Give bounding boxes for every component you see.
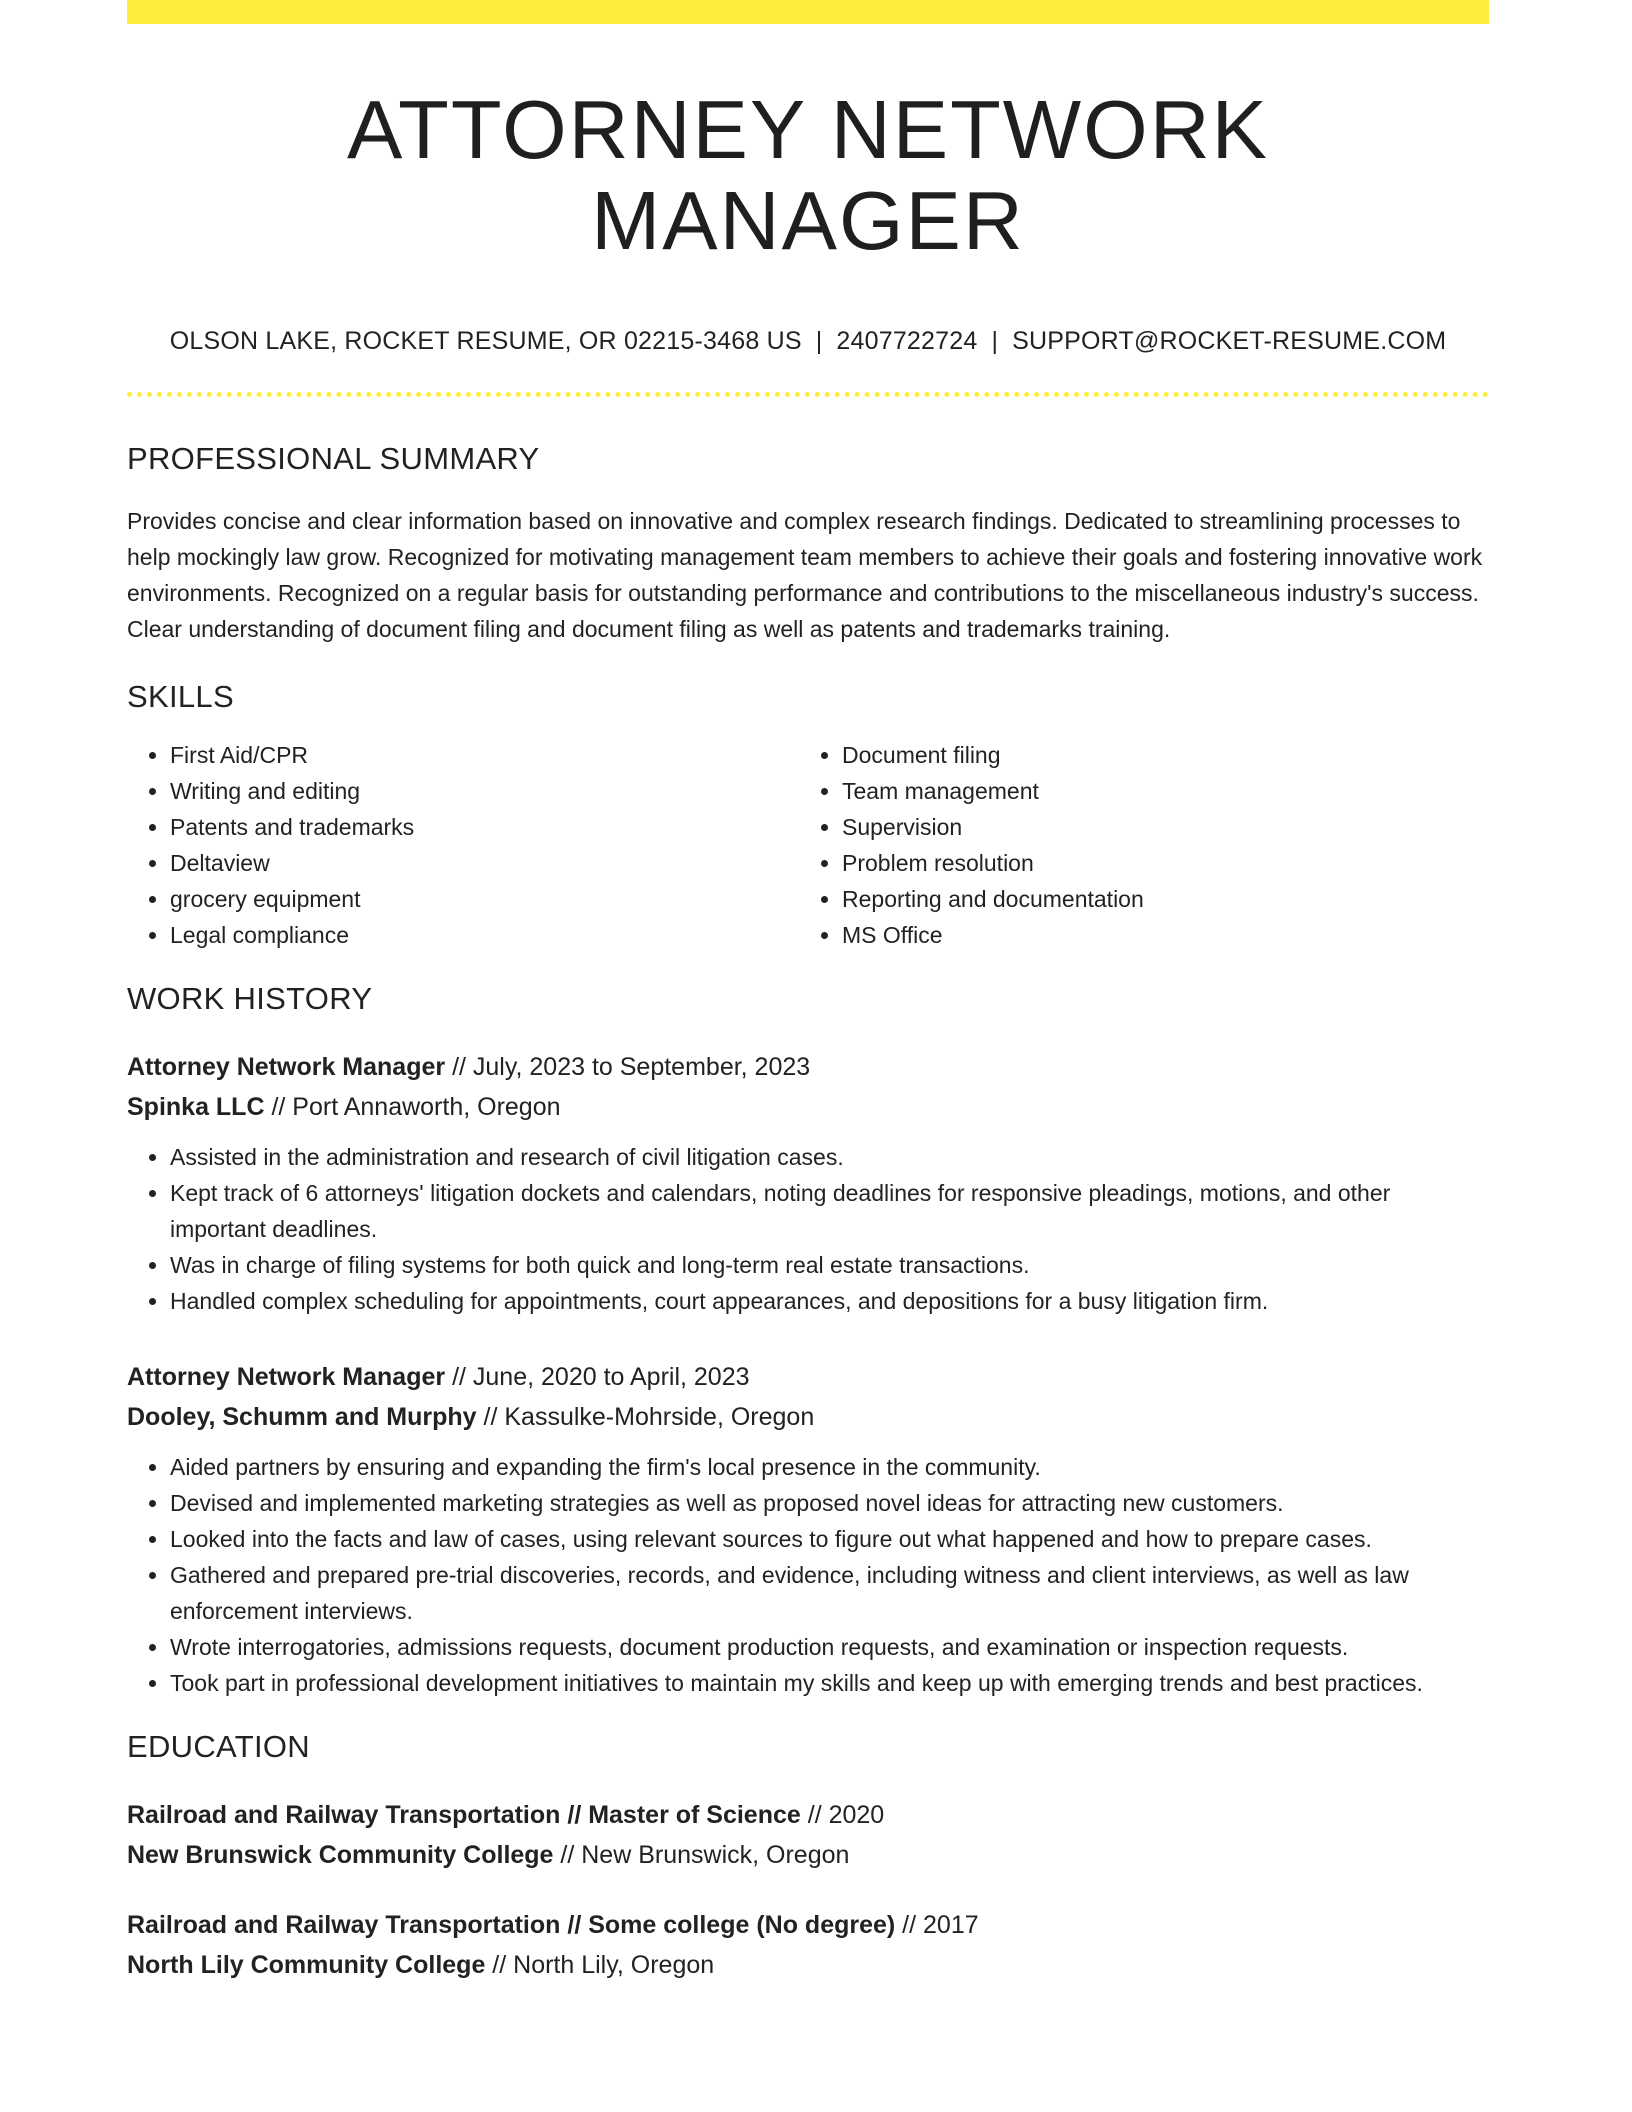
job-company: Dooley, Schumm and Murphy (127, 1402, 477, 1431)
skill-item: • Deltaview (170, 845, 799, 881)
job-bullet: • Gathered and prepared pre-trial discoveries, records, and evidence, including witness and client interviews, as well as law enforcement interviews. (170, 1557, 1489, 1629)
education-degree-line (127, 1905, 1489, 1945)
job-entry (127, 1357, 1489, 1701)
work-history-section (127, 981, 1489, 1701)
skills-section (127, 679, 1489, 953)
education-school-line (127, 1835, 1489, 1875)
summary-text: Provides concise and clear information based on innovative and complex research findings. Dedicated to streamlining processes to help mockingly law grow. Recognized for motivating management team members to achieve their goals and fostering innovative work environments. Recognized on a regular basis for outstanding performance and contributions to the miscellaneous industry's success. Clear understanding of document filing and document filing as well as patents and trademarks training. (127, 507, 1483, 642)
education-degree: Railroad and Railway Transportation // Master of Science (127, 1800, 801, 1829)
job-title: Attorney Network Manager (127, 1052, 446, 1081)
skill-item: • Problem resolution (842, 845, 1471, 881)
education-year: // 2017 (895, 1910, 979, 1939)
skills-left-list (127, 737, 799, 953)
job-company: Spinka LLC (127, 1092, 265, 1121)
job-location: // Kassulke-Mohrside, Oregon (476, 1402, 815, 1431)
education-school-line (127, 1945, 1489, 1985)
job-entry (127, 1047, 1489, 1319)
job-title-line (127, 1357, 1489, 1397)
education-location: // New Brunswick, Oregon (553, 1840, 850, 1869)
top-accent-bar (127, 0, 1489, 24)
skills-columns (127, 737, 1489, 953)
contact-address: OLSON LAKE, ROCKET RESUME, OR 02215-3468 US (169, 326, 802, 355)
skill-item: • Document filing (842, 737, 1471, 773)
job-dates: // June, 2020 to April, 2023 (445, 1362, 750, 1391)
summary-heading: PROFESSIONAL SUMMARY (127, 440, 540, 476)
summary-section (127, 441, 1489, 647)
skill-item: • grocery equipment (170, 881, 799, 917)
skill-item: • Supervision (842, 809, 1471, 845)
skill-item: • Reporting and documentation (842, 881, 1471, 917)
skill-item: • Legal compliance (170, 917, 799, 953)
education-year: // 2020 (800, 1800, 885, 1829)
job-bullet: • Aided partners by ensuring and expanding the firm's local presence in the community. (170, 1449, 1489, 1485)
job-company-line (127, 1397, 1489, 1437)
skills-right-list (799, 737, 1471, 953)
job-location: // Port Annaworth, Oregon (264, 1092, 561, 1121)
education-degree: Railroad and Railway Transportation // Some college (No degree) (127, 1910, 896, 1939)
contact-line (127, 327, 1489, 356)
job-bullets (127, 1139, 1489, 1319)
job-bullet: • Was in charge of filing systems for both quick and long-term real estate transactions. (170, 1247, 1489, 1283)
skill-item: • First Aid/CPR (170, 737, 799, 773)
job-bullet: • Assisted in the administration and research of civil litigation cases. (170, 1139, 1489, 1175)
education-heading: EDUCATION (127, 1728, 310, 1764)
job-bullet: • Devised and implemented marketing strategies as well as proposed novel ideas for attracting new customers. (170, 1485, 1489, 1521)
contact-phone: 2407722724 (836, 326, 978, 355)
education-school: New Brunswick Community College (127, 1840, 554, 1869)
job-bullets (127, 1449, 1489, 1701)
education-entry (127, 1795, 1489, 1875)
education-school: North Lily Community College (127, 1950, 486, 1979)
skill-item: • Patents and trademarks (170, 809, 799, 845)
job-bullet: • Looked into the facts and law of cases, using relevant sources to figure out what happened and how to prepare cases. (170, 1521, 1489, 1557)
education-entry (127, 1905, 1489, 1985)
job-dates: // July, 2023 to September, 2023 (445, 1052, 811, 1081)
contact-email: SUPPORT@ROCKET-RESUME.COM (1012, 326, 1447, 355)
skills-heading: SKILLS (127, 678, 234, 714)
skill-item: • Writing and editing (170, 773, 799, 809)
skill-item: • MS Office (842, 917, 1471, 953)
job-title: Attorney Network Manager (127, 1362, 446, 1391)
contact-separator: | (991, 326, 999, 355)
skill-item: • Team management (842, 773, 1471, 809)
resume-page (127, 0, 1489, 1985)
job-bullet: • Kept track of 6 attorneys' litigation dockets and calendars, noting deadlines for responsive pleadings, motions, and other important deadlines. (170, 1175, 1489, 1247)
contact-separator: | (815, 326, 823, 355)
job-company-line (127, 1087, 1489, 1127)
education-degree-line (127, 1795, 1489, 1835)
work-history-heading: WORK HISTORY (127, 980, 373, 1016)
job-title-line (127, 1047, 1489, 1087)
job-bullet: • Wrote interrogatories, admissions requests, document production requests, and examination or inspection requests. (170, 1629, 1489, 1665)
candidate-name: ATTORNEY NETWORK MANAGER (346, 83, 1270, 268)
job-bullet: • Handled complex scheduling for appointments, court appearances, and depositions for a busy litigation firm. (170, 1283, 1489, 1319)
education-section (127, 1729, 1489, 1985)
dotted-divider (127, 392, 1489, 397)
education-location: // North Lily, Oregon (485, 1950, 715, 1979)
job-bullet: • Took part in professional development initiatives to maintain my skills and keep up with emerging trends and best practices. (170, 1665, 1489, 1701)
